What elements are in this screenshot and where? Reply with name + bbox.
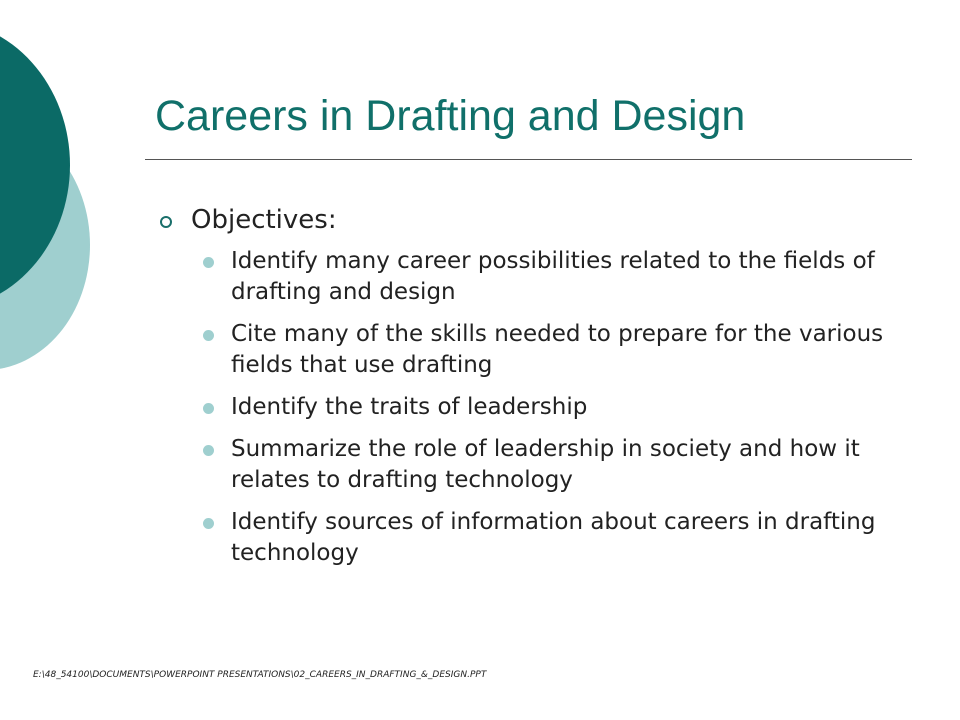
title-divider [145, 159, 912, 160]
list-item-text: Identify many career possibilities related to the fields of drafting and design [231, 248, 875, 305]
list-item-text: Summarize the role of leadership in society and how it relates to drafting technology [231, 436, 860, 493]
dot-bullet-icon [203, 445, 214, 456]
dot-bullet-icon [203, 257, 214, 268]
list-item [203, 434, 903, 496]
dot-bullet-icon [203, 330, 214, 341]
list-item-text: Identify sources of information about careers in drafting technology [231, 509, 876, 566]
list-item-text: Identify the traits of leadership [231, 394, 588, 420]
objectives-label: Objectives: [191, 205, 337, 235]
list-item [203, 319, 903, 381]
ring-bullet-icon [160, 216, 172, 228]
dot-bullet-icon [203, 518, 214, 529]
objectives-heading [160, 198, 920, 242]
objectives-list [203, 246, 903, 580]
footer-file-path: E:\48_54100\DOCUMENTS\POWERPOINT PRESENTATIONS\02_CAREERS_IN_DRAFTING_&_DESIGN.PPT [33, 670, 487, 680]
list-item [203, 246, 903, 308]
list-item-text: Cite many of the skills needed to prepare for the various fields that use drafting [231, 321, 884, 378]
dot-bullet-icon [203, 403, 214, 414]
list-item [203, 392, 903, 423]
list-item [203, 507, 903, 569]
objectives-section [160, 198, 920, 566]
slide-title: Careers in Drafting and Design [155, 92, 746, 140]
